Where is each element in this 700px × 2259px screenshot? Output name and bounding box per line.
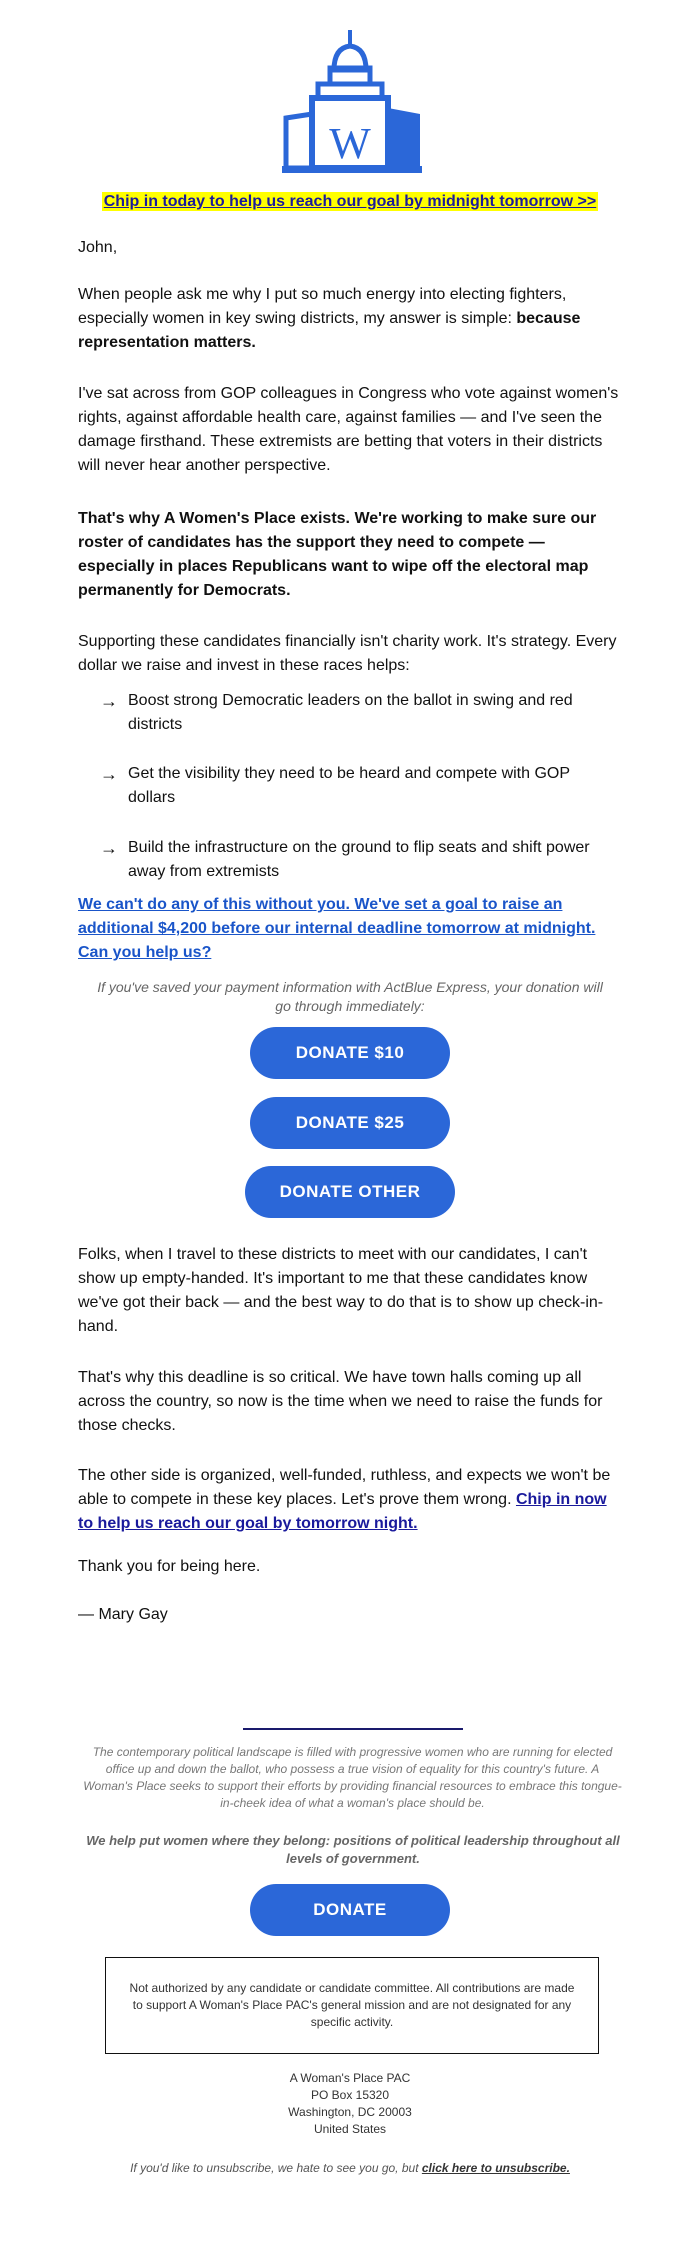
actblue-note: If you've saved your payment information with ActBlue Express, your donation will go through immediately:: [97, 979, 603, 1014]
list-item-text: Get the visibility they need to be heard and compete with GOP dollars: [128, 765, 570, 806]
donate-25-button[interactable]: DONATE $25: [250, 1097, 450, 1149]
address-line1: PO Box 15320: [310, 2088, 390, 2102]
disclaimer-text: Not authorized by any candidate or candidate committee. All contributions are made to support A Woman's Place PAC's general mission and are not designated for any specific activity.: [129, 1981, 575, 2029]
paragraph-deadline: That's why this deadline is so critical. We have town halls coming up all across the country, so now is the time when we need to raise the funds for those checks.: [78, 1369, 603, 1434]
address-org: A Woman's Place PAC: [289, 2071, 411, 2085]
unsubscribe-text: If you'd like to unsubscribe, we hate to see you go, but: [130, 2161, 422, 2175]
capitol-logo-icon: [282, 30, 422, 175]
paragraph-gop-colleagues: I've sat across from GOP colleagues in Congress who vote against women's rights, against affordable health care, against families — and I've seen the damage firsthand. These extremists are betting that voters in their districts will never hear another perspective.: [78, 385, 619, 474]
thank-you-line: Thank you for being here.: [78, 1558, 261, 1575]
chip-in-now-link[interactable]: Chip in now to help us reach our goal by tomorrow night.: [78, 1491, 607, 1532]
footer-donate-button[interactable]: DONATE: [250, 1884, 450, 1936]
top-chip-in-link[interactable]: Chip in today to help us reach our goal by midnight tomorrow >>: [103, 193, 597, 210]
paragraph-empty-handed: Folks, when I travel to these districts to meet with our candidates, I can't show up empty-handed. It's important to me that these candidates know we've got their back — and the best way to do that is to show up check-in-hand.: [78, 1246, 604, 1335]
greeting: John,: [78, 239, 118, 256]
address-line2: Washington, DC 20003: [288, 2105, 412, 2119]
paragraph-text: The other side is organized, well-funded, ruthless, and expects we won't be able to compete in these key places. Let's prove them wrong.: [78, 1467, 611, 1508]
mailing-address: [0, 2070, 700, 2138]
arrow-icon: →: [100, 691, 118, 711]
footer-tagline: We help put women where they belong: positions of political leadership throughout all levels of government.: [86, 1833, 620, 1866]
unsubscribe-line: [0, 2161, 700, 2175]
top-cta-container: [0, 193, 700, 211]
paragraph-strategy: Supporting these candidates financially isn't charity work. It's strategy. Every dollar we raise and invest in these races helps:: [78, 633, 617, 674]
paragraph-prove-wrong: [78, 1464, 623, 1536]
arrow-icon: →: [100, 838, 118, 858]
signature: — Mary Gay: [78, 1606, 168, 1623]
paragraph-womens-place: That's why A Women's Place exists. We're working to make sure our roster of candidates has the support they need to compete — especially in places Republicans want to wipe off the electoral map permanently for Democrats.: [78, 510, 597, 599]
unsubscribe-link[interactable]: click here to unsubscribe.: [421, 2161, 570, 2175]
paragraph-bold: because representation matters.: [78, 310, 581, 351]
footer-mission: The contemporary political landscape is filled with progressive women who are running for elected office up and down the ballot, who possess a true vision of equality for this country's future. A Woman's Place seeks to support their efforts by providing financial resources to embrace this tongue-in-cheek idea of what a woman's place should be.: [83, 1745, 622, 1810]
address-country: United States: [313, 2122, 387, 2136]
paragraph-text: When people ask me why I put so much energy into electing fighters, especially women in key swing districts, my answer is simple:: [78, 286, 567, 327]
donate-10-button[interactable]: DONATE $10: [250, 1027, 450, 1079]
footer-divider: [243, 1728, 463, 1730]
paragraph-representation: [78, 283, 623, 355]
logo-letter: W: [329, 119, 371, 168]
arrow-icon: →: [100, 764, 118, 784]
list-item-text: Build the infrastructure on the ground to flip seats and shift power away from extremists: [128, 839, 590, 880]
disclaimer-box: [105, 1957, 599, 2054]
goal-cta-link[interactable]: We can't do any of this without you. We've set a goal to raise an additional $4,200 before our internal deadline tomorrow at midnight. Can you help us?: [78, 896, 596, 961]
list-item-text: Boost strong Democratic leaders on the ballot in swing and red districts: [128, 692, 573, 733]
donate-other-button[interactable]: DONATE OTHER: [245, 1166, 455, 1218]
